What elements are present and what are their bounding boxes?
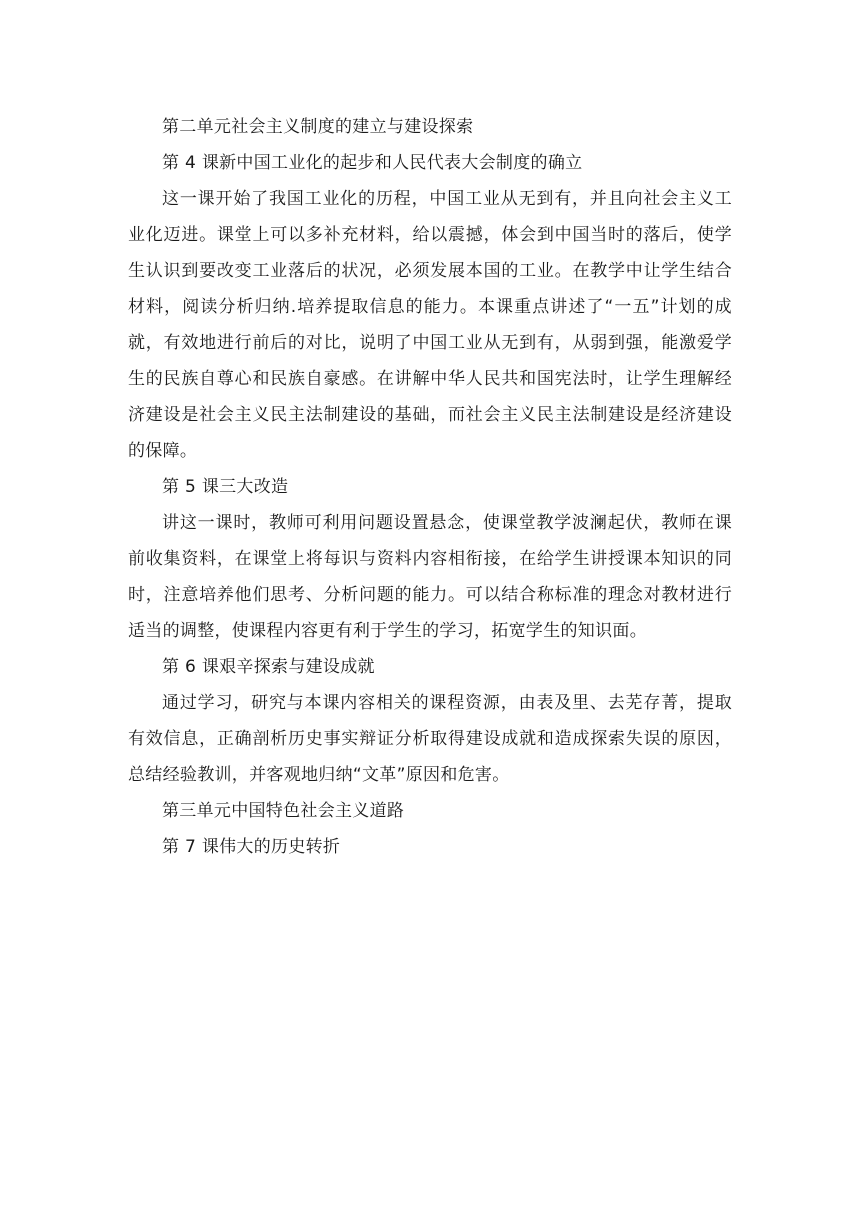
lesson-5-paragraph: 讲这一课时，教师可利用问题设置悬念，使课堂教学波澜起伏，教师在课前收集资料，在课堂上将每识与资料内容相衔接，在给学生讲授课本知识的同时，注意培养他们思考、分析问题的能力。可以结合称标准的理念对教材进行适当的调整，使课程内容更有利于学生的学习，拓宽学生的知识面。 — [128, 513, 732, 641]
lesson-5-heading: 第 5 课三大改造 — [162, 477, 289, 497]
lesson-6-paragraph: 通过学习，研究与本课内容相关的课程资源，由表及里、去芜存菁，提取有效信息，正确剖析历史事实辩证分析取得建设成就和造成探索失误的原因，总结经验教训，并客观地归纳“文革”原因和危害。 — [128, 693, 732, 785]
unit-2-heading: 第二单元社会主义制度的建立与建设探索 — [162, 117, 474, 137]
lesson-4-paragraph: 这一课开始了我国工业化的历程，中国工业从无到有，并且向社会主义工业化迈进。课堂上可以多补充材料，给以震撼，体会到中国当时的落后，使学生认识到要改变工业落后的状况，必须发展本国的工业。在教学中让学生结合材料，阅读分析归纳.培养提取信息的能力。本课重点讲述了“一五”计划的成就，有效地进行前后的对比，说明了中国工业从无到有，从弱到强，能激爱学生的民族自尊心和民族自豪感。在讲解中华人民共和国宪法时，让学生理解经济建设是社会主义民主法制建设的基础，而社会主义民主法制建设是经济建设的保障。 — [128, 189, 732, 461]
lesson-7-heading: 第 7 课伟大的历史转折 — [162, 837, 341, 857]
lesson-6-heading: 第 6 课艰辛探索与建设成就 — [162, 657, 375, 677]
document-body — [128, 109, 732, 865]
lesson-4-heading: 第 4 课新中国工业化的起步和人民代表大会制度的确立 — [162, 153, 583, 173]
unit-3-heading: 第三单元中国特色社会主义道路 — [162, 801, 405, 821]
